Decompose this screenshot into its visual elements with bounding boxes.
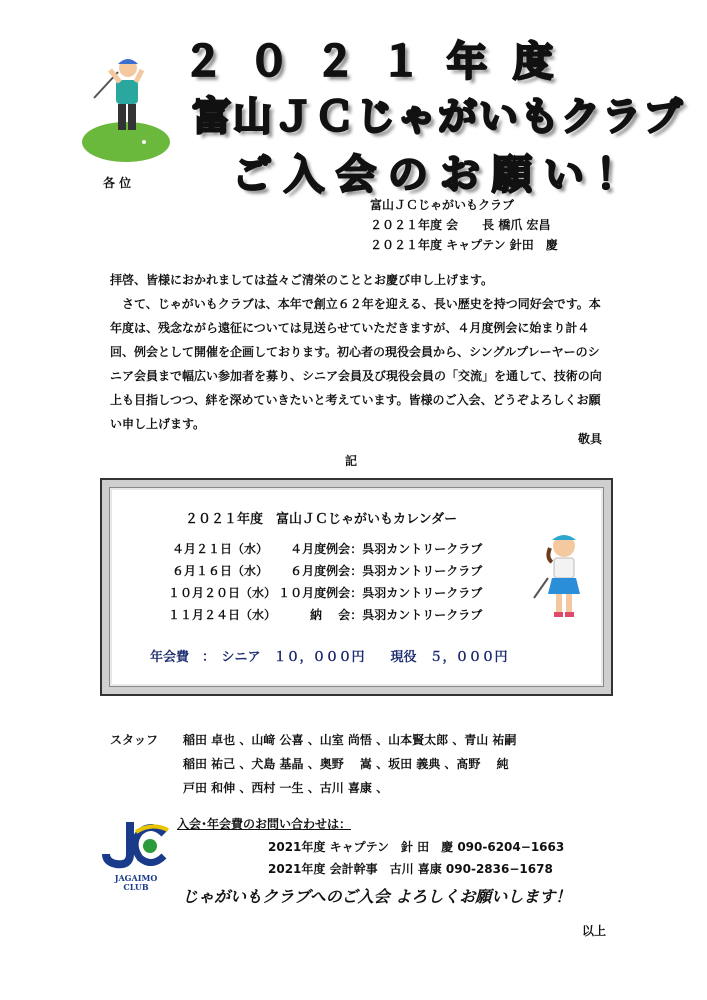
addressee: 各 位 bbox=[103, 176, 132, 190]
calendar-event: ４月２１日（水） ４月度例会：呉羽カントリークラブ bbox=[171, 542, 483, 556]
jc-logo bbox=[100, 818, 172, 892]
staff-label: スタッフ bbox=[110, 733, 159, 747]
title-line-club: 富山ＪＣじゃがいもクラブ bbox=[192, 95, 685, 140]
ki-label: 記 bbox=[345, 454, 358, 468]
annual-fee: 年会費 ： シニア １０，０００円 現役 ５，０００円 bbox=[150, 650, 508, 665]
golfer-man-illustration bbox=[80, 50, 172, 170]
sender-captain: ２０２１年度 キャプテン 針田 慶 bbox=[370, 238, 558, 252]
greeting: 拝啓、皆様におかれましては益々ご清栄のこととお慶び申し上げます。 bbox=[110, 273, 494, 287]
contact-line-treasurer: 2021年度 会計幹事 古川 喜康 090-2836−1678 bbox=[268, 862, 553, 876]
calendar-event: １０月２０日（水） １０月度例会：呉羽カントリークラブ bbox=[168, 586, 483, 600]
letter-body bbox=[110, 268, 605, 436]
calendar-title: ２０２１年度 富山ＪＣじゃがいもカレンダー bbox=[185, 512, 458, 527]
main-paragraph: さて、じゃがいもクラブは、本年で創立６２年を迎える、長い歴史を持つ同好会です。本年度は、残念ながら遠征については見送らせていただきますが、４月度例会に始まり計４回、例会として開催を企画しております。初心者の現役会員から、シングルプレーヤーのシニア会員まで幅広い参加者を募り、シニア会員及び現役会員の「交流」を通して、技術の向上も目指しつつ、絆を深めていきたいと考えています。皆様のご入会、どうぞよろしくお願い申し上げます。 bbox=[110, 297, 602, 431]
staff-row: 戸田 和伸 、西村 一生 、古川 喜康 、 bbox=[183, 781, 389, 795]
staff-row: 稲田 祐己 、犬島 基晶 、奥野 嵩 、坂田 義典 、髙野 純 bbox=[183, 757, 509, 771]
logo-text: JAGAIMO CLUB bbox=[114, 873, 158, 892]
ijo: 以上 bbox=[582, 924, 607, 938]
keigu: 敬具 bbox=[578, 432, 603, 446]
jc-logo-icon bbox=[100, 818, 172, 870]
title-line-year: ２０２１年度 bbox=[183, 39, 579, 85]
calendar-event: ６月１６日（水） ６月度例会：呉羽カントリークラブ bbox=[171, 564, 483, 578]
closing-message: じゃがいもクラブへのご入会 よろしくお願いします！ bbox=[182, 887, 572, 906]
calendar-event: １１月２４日（水） 納 会：呉羽カントリークラブ bbox=[168, 608, 483, 622]
sender-president: ２０２１年度 会 長 橋爪 宏昌 bbox=[370, 218, 551, 232]
title-line-request: ご入会のお願い！ bbox=[232, 152, 648, 198]
calendar-box bbox=[100, 478, 613, 696]
staff-row: 稲田 卓也 、山﨑 公喜 、山室 尚悟 、山本賢太郎 、青山 祐嗣 bbox=[183, 733, 517, 747]
contact-heading: 入会･年会費のお問い合わせは： bbox=[177, 817, 352, 831]
contact-line-captain: 2021年度 キャプテン 針 田 慶 090-6204−1663 bbox=[268, 840, 565, 854]
golfer-woman-illustration bbox=[528, 528, 594, 624]
sender-org: 富山ＪＣじゃがいもクラブ bbox=[370, 198, 515, 212]
